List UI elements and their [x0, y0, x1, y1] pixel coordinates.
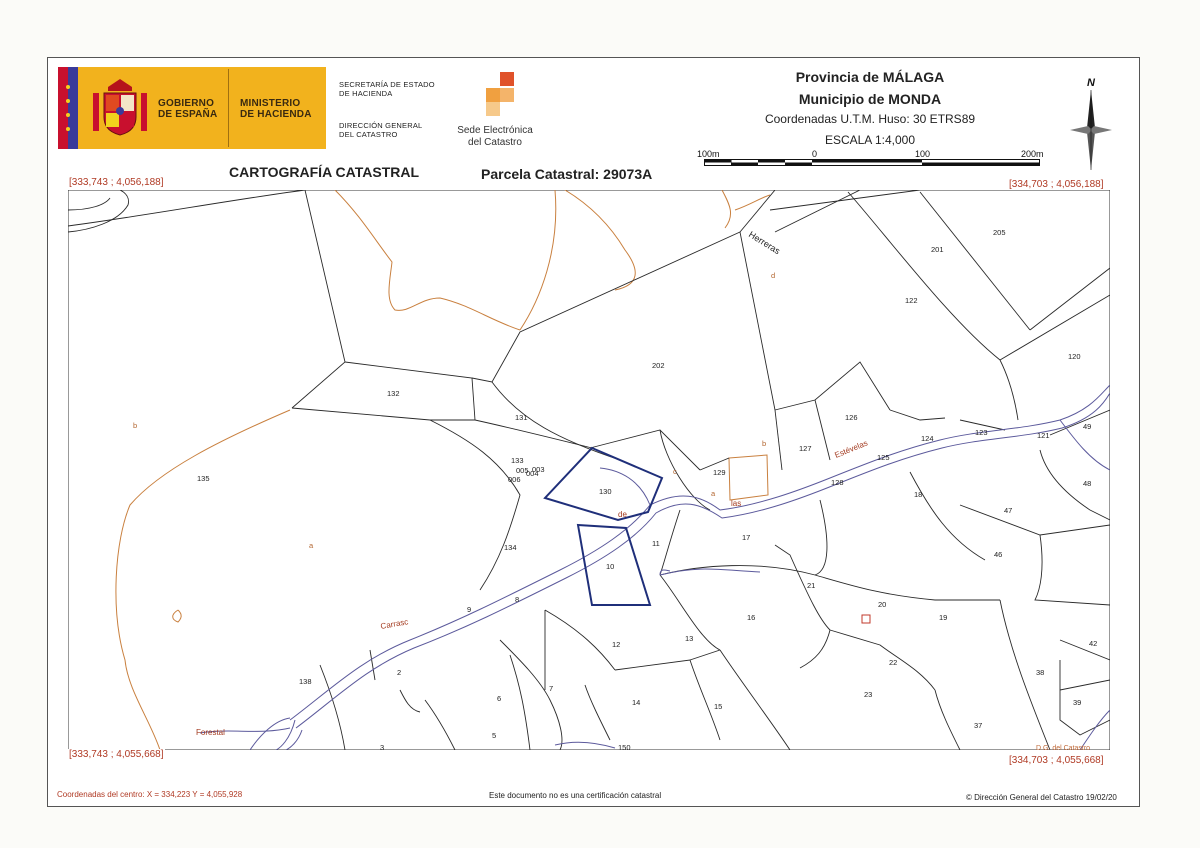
parcel-label: 123: [975, 428, 988, 437]
subparcel-label: b: [133, 421, 138, 430]
sede-line-2: del Catastro: [468, 137, 522, 148]
parcel-label: 7: [549, 684, 554, 693]
road-label-estevelas: Estévelas: [833, 438, 869, 460]
parcel-label: 127: [799, 444, 812, 453]
secretary-line-2: DE HACIENDA: [339, 89, 393, 98]
subparcel-label: a: [711, 489, 716, 498]
direction-line-2: DEL CATASTRO: [339, 130, 398, 139]
scale-label-200m: 200m: [1021, 149, 1044, 159]
parcel-label: 17: [742, 533, 751, 542]
north-arrow-icon: [1068, 88, 1114, 172]
cadastral-map[interactable]: [68, 190, 1110, 750]
parcel-label: 138: [299, 677, 312, 686]
parcel-label: 121: [1037, 431, 1050, 440]
subparcel-label: b: [762, 439, 767, 448]
parcel-label: 21: [807, 581, 816, 590]
parcel-label: 19: [939, 613, 948, 622]
parcel-label: 13: [685, 634, 694, 643]
center-coordinates: Coordenadas del centro: X = 334,223 Y = 4,055,928: [57, 790, 243, 799]
parcel-label: 23: [864, 690, 873, 699]
parcel-label: 11: [652, 539, 660, 548]
logo-divider: [228, 69, 229, 147]
secretary-line-1: SECRETARÍA DE ESTADO: [339, 80, 435, 89]
parcel-label: 49: [1083, 422, 1092, 431]
parcel-label: 38: [1036, 668, 1045, 677]
ministry-line-2: DE HACIENDA: [240, 109, 312, 120]
parcel-label: 135: [197, 474, 210, 483]
parcel-label: 14: [632, 698, 641, 707]
parcel-label: 125: [877, 453, 890, 462]
corner-bottom-left: [333,743 ; 4,055,668]: [69, 749, 164, 760]
secretary-label: [339, 80, 435, 98]
parcel-label: 47: [1004, 506, 1013, 515]
parcel-label: 22: [889, 658, 898, 667]
subparcel-label: d: [771, 271, 776, 280]
scale-bar: [704, 159, 1040, 167]
parcel-label: 129: [713, 468, 726, 477]
scale-text: ESCALA 1:4,000: [824, 133, 916, 147]
spain-flag-icon: [58, 67, 78, 149]
parcel-label: 150: [618, 743, 631, 750]
parcel-label: 202: [652, 361, 665, 370]
road-label-las: las: [731, 499, 742, 508]
parcel-label: 2: [397, 668, 402, 677]
parcel-label: 9: [467, 605, 472, 614]
parcel-label: 128: [831, 478, 844, 487]
map-watermark: D.G. del Catastro: [1036, 745, 1091, 750]
parcel-label: 42: [1089, 639, 1098, 648]
disclaimer: Este documento no es una certificación catastral: [489, 791, 662, 800]
parcel-title: Parcela Catastral: 29073A: [481, 166, 653, 182]
parcel-label: 15: [714, 702, 723, 711]
parcel-label: 004: [526, 469, 539, 478]
parcel-label: 39: [1073, 698, 1082, 707]
subparcel-label: a: [309, 541, 314, 550]
ministry-label: [240, 98, 312, 120]
province-title: Provincia de MÁLAGA: [795, 69, 945, 85]
parcel-label: 20: [878, 600, 887, 609]
parcel-label: 003: [532, 465, 545, 474]
parcel-label: 006: [508, 475, 521, 484]
direction-line-1: DIRECCIÓN GENERAL: [339, 121, 423, 130]
parcel-label: 8: [515, 595, 520, 604]
parcel-label: 18: [914, 490, 923, 499]
sede-label: [442, 125, 548, 149]
parcel-label: 131: [515, 413, 528, 422]
scale-label-0: 0: [812, 149, 818, 159]
parcel-label: 12: [612, 640, 621, 649]
corner-bottom-right: [334,703 ; 4,055,668]: [1009, 755, 1104, 766]
parcel-label: 201: [931, 245, 944, 254]
north-label: N: [1087, 77, 1095, 89]
gov-line-2: DE ESPAÑA: [158, 109, 218, 120]
road-label-forestal: Forestal: [196, 728, 225, 737]
parcel-label: 124: [921, 434, 934, 443]
parcel-label: 005: [516, 466, 529, 475]
parcel-label: 10: [606, 562, 615, 571]
parcel-label: 16: [747, 613, 756, 622]
subparcel-label: c: [673, 467, 677, 476]
government-label: [158, 98, 217, 120]
parcel-label: 120: [1068, 352, 1081, 361]
parcel-label: 130: [599, 487, 612, 496]
scale-label-100: 100: [915, 149, 931, 159]
parcel-label: 46: [994, 550, 1003, 559]
parcel-label: 3: [380, 743, 385, 750]
ministry-line-1: MINISTERIO: [240, 98, 301, 109]
parcel-label: 48: [1083, 479, 1092, 488]
parcel-label: 132: [387, 389, 400, 398]
copyright: © Dirección General del Catastro 19/02/20: [966, 793, 1117, 802]
direction-label: [339, 121, 422, 139]
road-label-de: de: [618, 510, 627, 519]
parcel-label: 134: [504, 543, 517, 552]
road-label-carrasc: Carrasc: [379, 617, 409, 631]
road-label-herreras: Herreras: [746, 229, 782, 257]
municipality-title: Municipio de MONDA: [798, 91, 942, 107]
sede-line-1: Sede Electrónica: [457, 125, 533, 136]
sede-electronica-logo-icon: [470, 70, 520, 118]
scale-label-100m-left: 100m: [697, 149, 720, 159]
parcel-label: 133: [511, 456, 524, 465]
parcel-label: 37: [974, 721, 983, 730]
parcel-label: 6: [497, 694, 502, 703]
parcel-label: 126: [845, 413, 858, 422]
parcel-label: 5: [492, 731, 497, 740]
parcel-label: 205: [993, 228, 1006, 237]
corner-top-right: [334,703 ; 4,056,188]: [1009, 179, 1104, 190]
cartography-title: CARTOGRAFÍA CATASTRAL: [229, 164, 420, 180]
utm-coordinates: Coordenadas U.T.M. Huso: 30 ETRS89: [764, 112, 976, 126]
parcel-label: 122: [905, 296, 918, 305]
gov-line-1: GOBIERNO: [158, 98, 215, 109]
coat-of-arms-icon: [90, 77, 150, 139]
corner-top-left: [333,743 ; 4,056,188]: [69, 177, 164, 188]
